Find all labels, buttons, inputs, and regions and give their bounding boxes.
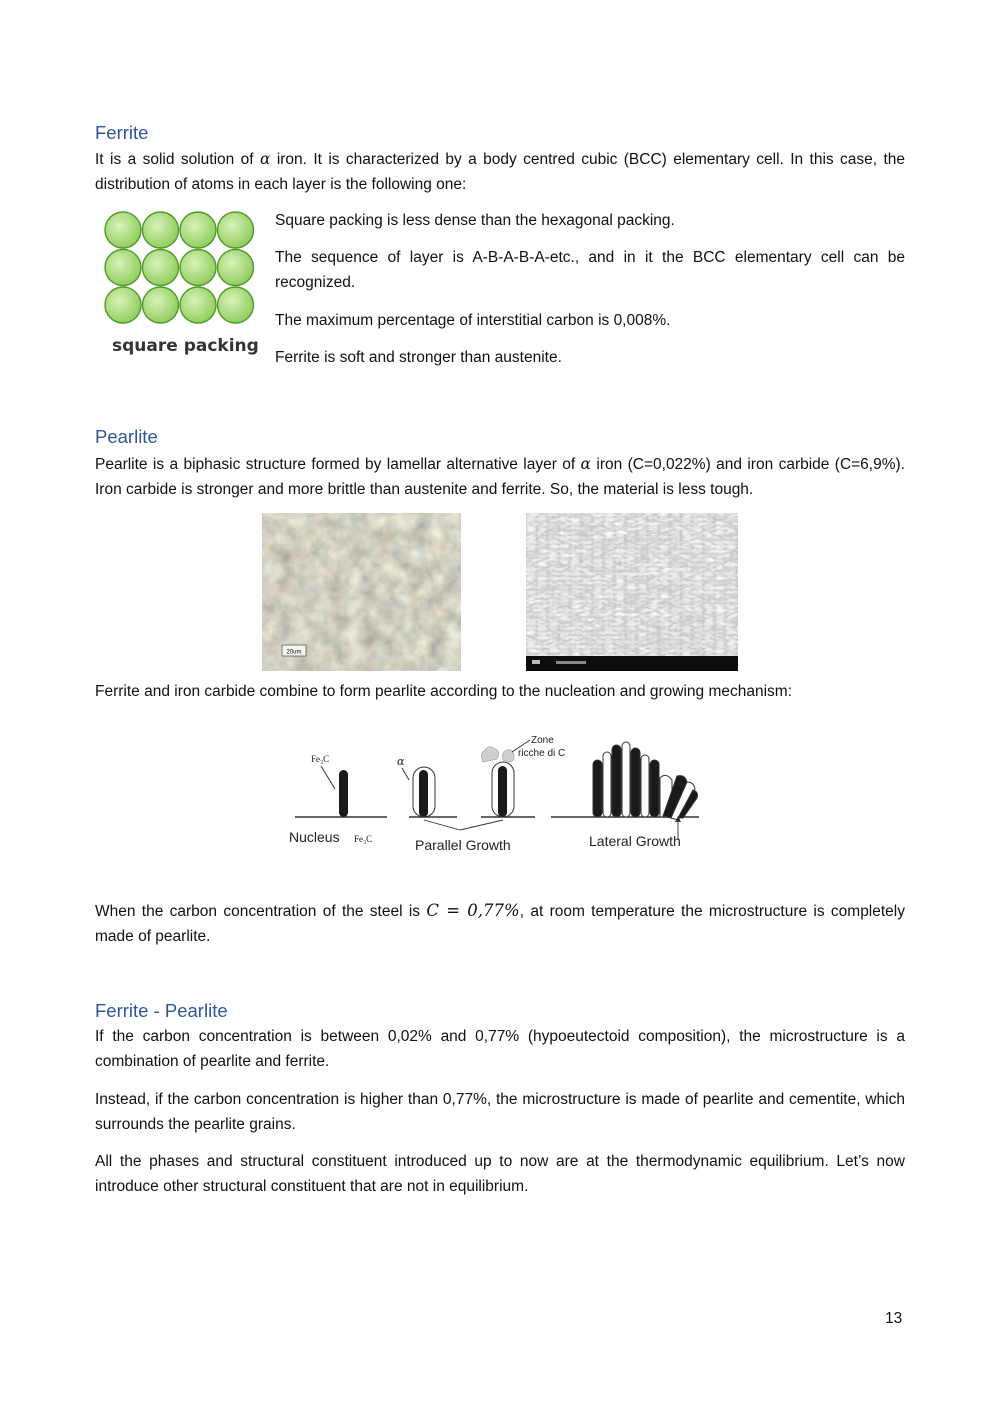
zone-label-1: Zone xyxy=(531,735,554,746)
alpha-symbol: α xyxy=(259,150,271,168)
ferrite-intro: It is a solid solution of α iron. It is characterized by a body centred cubic (BCC) elementary cell. In this case, the distribution of atoms in each layer is the following one: xyxy=(95,150,905,193)
ferrite-point-3: The maximum percentage of interstitial carbon is 0,008%. xyxy=(275,312,671,329)
atom-sphere xyxy=(180,250,216,286)
pearlite-heading: Pearlite xyxy=(95,426,158,447)
zone-label-2: ricche di C xyxy=(518,748,566,759)
pearlite-sem-micrograph xyxy=(526,513,738,671)
ferrite-heading: Ferrite xyxy=(95,122,149,143)
atom-sphere xyxy=(218,250,254,286)
pearlite-optical-micrograph xyxy=(262,513,461,671)
atom-sphere xyxy=(180,287,216,323)
atom-sphere xyxy=(218,287,254,323)
eutectoid-formula: C = 0,77% xyxy=(426,901,520,920)
square-packing-caption: square packing xyxy=(112,336,259,356)
ferrite-pearlite-heading: Ferrite - Pearlite xyxy=(95,1000,228,1021)
atom-sphere xyxy=(180,212,216,248)
atom-sphere xyxy=(143,287,179,323)
scale-bar-label: 20um xyxy=(286,649,302,656)
parallel-growth-label: Parallel Growth xyxy=(415,837,511,853)
nucleus-sub-label: Fe₃C xyxy=(354,834,373,844)
page-number: 13 xyxy=(885,1310,903,1327)
atom-sphere xyxy=(105,287,141,323)
eutectoid-paragraph: When the carbon concentration of the steel is C = 0,77%, at room temperature the microstructure is completely made of pearlite. xyxy=(95,901,905,945)
ferrite-pearlite-paragraph-3: All the phases and structural constituent introduced up to now are at the thermodynamic equilibrium. Let’s now introduce other structural constituent that are not in equilibrium. xyxy=(95,1153,905,1195)
ferrite-point-1: Square packing is less dense than the hexagonal packing. xyxy=(275,212,675,229)
ferrite-point-2: The sequence of layer is A-B-A-B-A-etc., and in it the BCC elementary cell can be recognized. xyxy=(275,249,905,291)
nucleus-label: Nucleus xyxy=(289,829,340,845)
pearlite-description: Pearlite is a biphasic structure formed by lamellar alternative layer of α iron (C=0,022%) and iron carbide (C=6,9%). Iron carbide is stronger and more brittle than austenite and ferrite. So, the material is less tough. xyxy=(95,455,905,498)
pearlite-growth-diagram xyxy=(285,730,705,860)
ferrite-point-4: Ferrite is soft and stronger than austenite. xyxy=(275,349,562,366)
atom-sphere xyxy=(105,250,141,286)
ferrite-pearlite-paragraph-1: If the carbon concentration is between 0,02% and 0,77% (hypoeutectoid composition), the microstructure is a combination of pearlite and ferrite. xyxy=(95,1028,905,1070)
sphere-grid xyxy=(105,212,254,323)
alpha-symbol: α xyxy=(580,455,592,473)
atom-sphere xyxy=(218,212,254,248)
ferrite-pearlite-paragraph-2: Instead, if the carbon concentration is higher than 0,77%, the microstructure is made of pearlite and cementite, which surrounds the pearlite grains. xyxy=(95,1091,905,1133)
atom-sphere xyxy=(143,250,179,286)
atom-sphere xyxy=(143,212,179,248)
lateral-growth-label: Lateral Growth xyxy=(589,833,681,849)
fe3c-label: Fe₃C xyxy=(311,754,330,764)
alpha-label: α xyxy=(397,755,405,768)
square-packing-figure xyxy=(104,211,257,324)
atom-sphere xyxy=(105,212,141,248)
growth-intro: Ferrite and iron carbide combine to form pearlite according to the nucleation and growing mechanism: xyxy=(95,683,793,700)
